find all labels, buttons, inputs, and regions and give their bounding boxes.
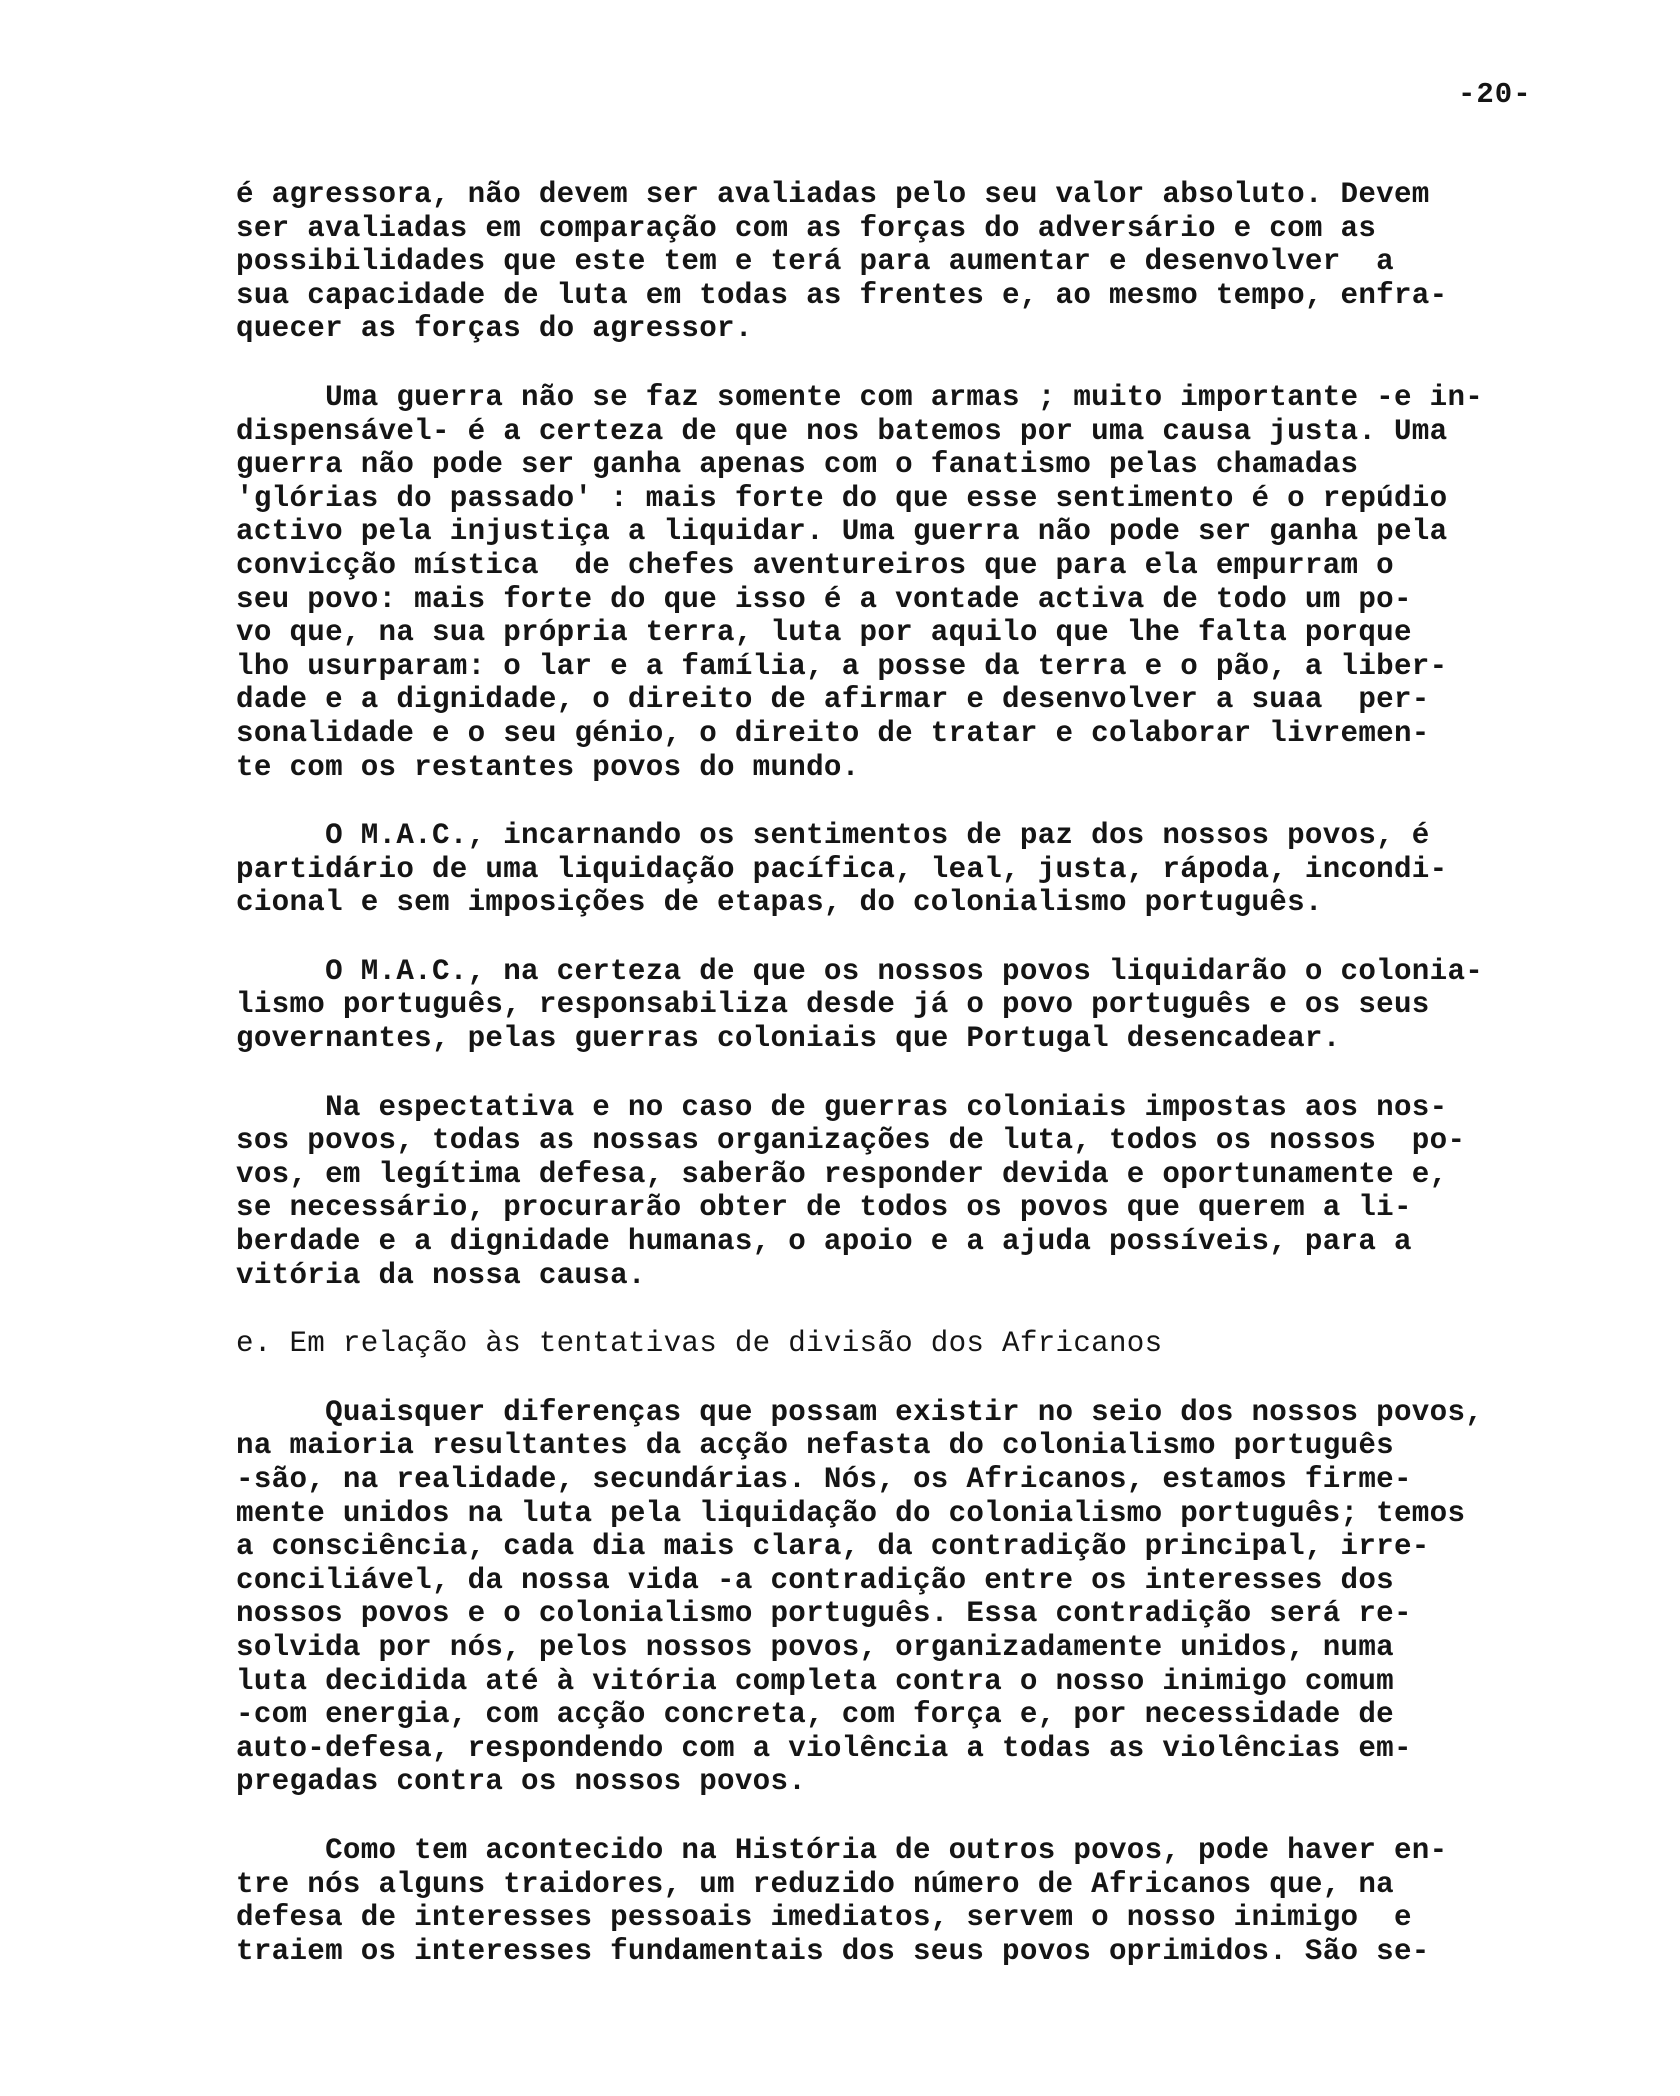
paragraph (236, 1396, 1656, 1799)
text-line: Uma guerra não se faz somente com armas ; muito importante -e in- (236, 380, 1484, 414)
paragraph (236, 819, 1656, 920)
text-line: possibilidades que este tem e terá para aumentar e desenvolver a (236, 245, 1394, 279)
text-line: convicção mística de chefes aventureiros que para ela empurram o (236, 548, 1394, 582)
text-line: berdade e a dignidade humanas, o apoio e a ajuda possíveis, para a (236, 1225, 1412, 1259)
text-line: O M.A.C., incarnando os sentimentos de paz dos nossos povos, é (236, 819, 1430, 853)
text-line: mente unidos na luta pela liquidação do colonialismo português; temos (236, 1496, 1466, 1530)
text-line: tre nós alguns traidores, um reduzido número de Africanos que, na (236, 1867, 1394, 1901)
text-line: Como tem acontecido na História de outros povos, pode haver en- (236, 1833, 1448, 1867)
text-line: vos, em legítima defesa, saberão responder devida e oportunamente e, (236, 1157, 1448, 1191)
text-line: -são, na realidade, secundárias. Nós, os Africanos, estamos firme- (236, 1463, 1412, 1496)
paragraph (236, 955, 1656, 1056)
text-line: vitória da nossa causa. (236, 1258, 646, 1292)
text-line: lho usurparam: o lar e a família, a posse da terra e o pão, a liber- (236, 649, 1448, 683)
text-line: te com os restantes povos do mundo. (236, 750, 860, 784)
text-line: conciliável, da nossa vida -a contradição entre os interesses dos (236, 1563, 1394, 1597)
text-line: pregadas contra os nossos povos. (236, 1765, 807, 1799)
paragraph (236, 1834, 1656, 1968)
text-line: nossos povos e o colonialismo português. Essa contradição será re- (236, 1597, 1412, 1631)
text-line: a consciência, cada dia mais clara, da contradição principal, irre- (236, 1530, 1430, 1564)
text-line: na maioria resultantes da acção nefasta do colonialismo português (236, 1429, 1394, 1463)
text-line: lismo português, responsabiliza desde já o povo português e os seus (236, 988, 1430, 1022)
paragraph (236, 178, 1656, 346)
text-line: O M.A.C., na certeza de que os nossos povos liquidarão o colonia- (236, 954, 1484, 988)
text-line: auto-defesa, respondendo com a violência a todas as violências em- (236, 1731, 1412, 1765)
text-line: quecer as forças do agressor. (236, 312, 753, 346)
text-line: governantes, pelas guerras coloniais que Portugal desencadear. (236, 1022, 1341, 1056)
text-line: sua capacidade de luta em todas as frentes e, ao mesmo tempo, enfra- (236, 278, 1448, 312)
text-line: -com energia, com acção concreta, com força e, por necessidade de (236, 1698, 1394, 1732)
text-line: cional e sem imposições de etapas, do colonialismo português. (236, 886, 1323, 920)
text-line: ser avaliadas em comparação com as forças do adversário e com as (236, 211, 1377, 245)
text-line: solvida por nós, pelos nossos povos, organizadamente unidos, numa (236, 1630, 1394, 1664)
text-line: activo pela injustiça a liquidar. Uma guerra não pode ser ganha pela (236, 515, 1448, 549)
section-heading (236, 1327, 1656, 1361)
text-line: 'glórias do passado' : mais forte do que esse sentimento é o repúdio (236, 481, 1448, 515)
document-body (236, 178, 1656, 2003)
text-line: luta decidida até à vitória completa contra o nosso inimigo comum (236, 1664, 1394, 1698)
text-line: guerra não pode ser ganha apenas com o fanatismo pelas chamadas (236, 448, 1359, 482)
text-line: partidário de uma liquidação pacífica, leal, justa, rápoda, incondi- (236, 852, 1448, 886)
paragraph (236, 1091, 1656, 1293)
text-line: vo que, na sua própria terra, luta por aquilo que lhe falta porque (236, 616, 1412, 650)
text-line: traiem os interesses fundamentais dos seus povos oprimidos. São se- (236, 1934, 1430, 1968)
text-line: e. Em relação às tentativas de divisão dos Africanos (236, 1327, 1163, 1361)
paragraph (236, 381, 1656, 784)
text-line: é agressora, não devem ser avaliadas pelo seu valor absoluto. Devem (236, 178, 1430, 211)
text-line: defesa de interesses pessoais imediatos, servem o nosso inimigo e (236, 1901, 1412, 1935)
text-line: Quaisquer diferenças que possam existir no seio dos nossos povos, (236, 1395, 1484, 1429)
page-number: -20- (1458, 78, 1532, 111)
text-line: dispensável- é a certeza de que nos batemos por uma causa justa. Uma (236, 414, 1448, 448)
text-line: Na espectativa e no caso de guerras coloniais impostas aos nos- (236, 1090, 1448, 1124)
text-line: sos povos, todas as nossas organizações de luta, todos os nossos po- (236, 1124, 1466, 1158)
text-line: seu povo: mais forte do que isso é a vontade activa de todo um po- (236, 582, 1412, 616)
text-line: se necessário, procurarão obter de todos os povos que querem a li- (236, 1191, 1412, 1225)
text-line: sonalidade e o seu génio, o direito de tratar e colaborar livremen- (236, 716, 1430, 750)
text-line: dade e a dignidade, o direito de afirmar e desenvolver a suaa per- (236, 683, 1430, 717)
